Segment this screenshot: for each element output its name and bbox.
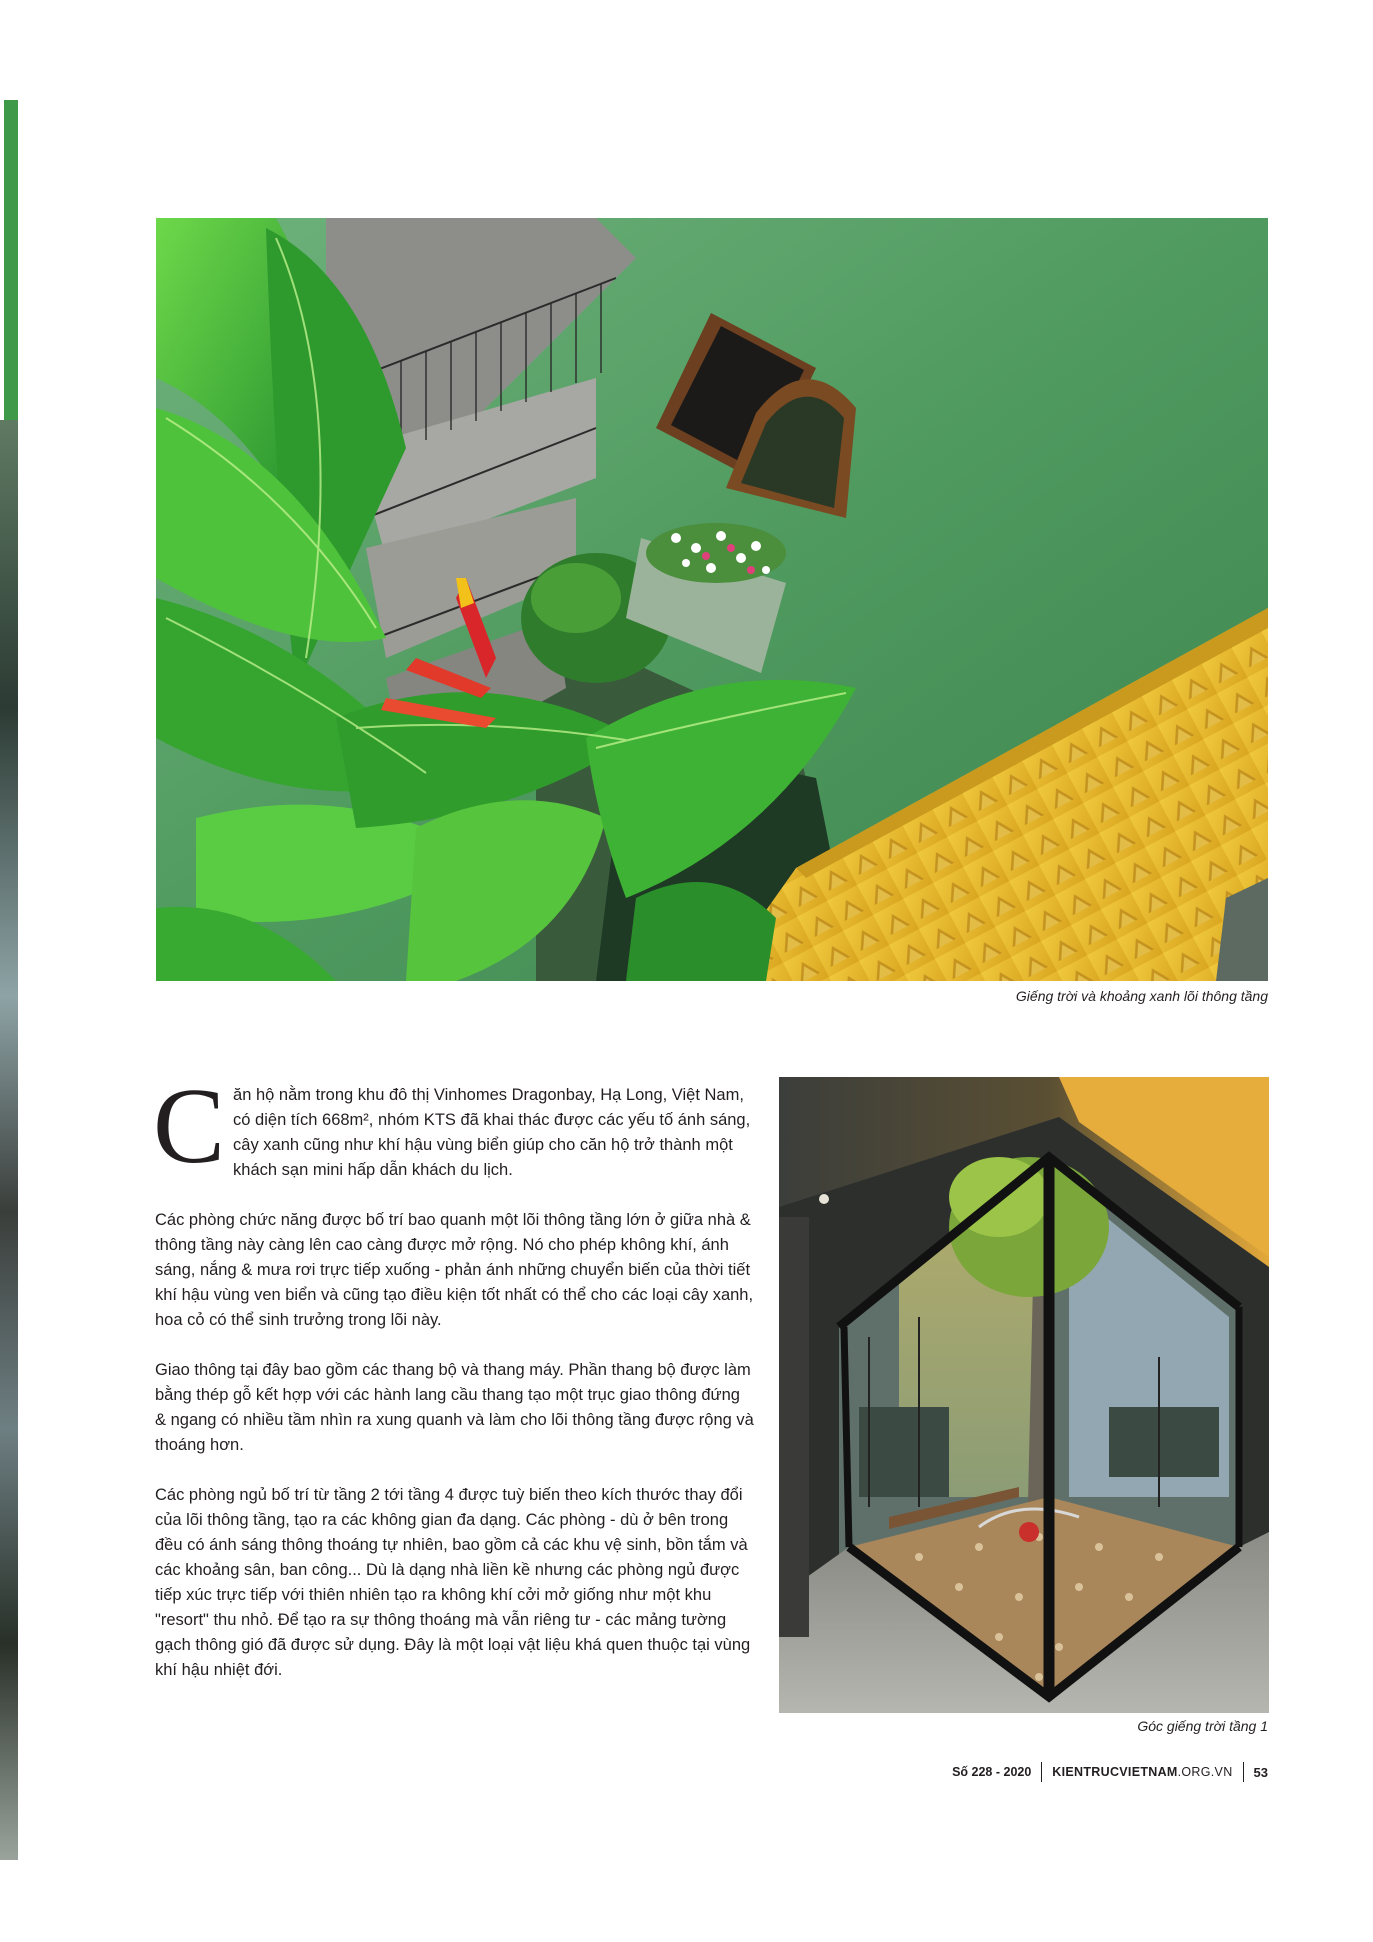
paragraph-circulation: Giao thông tại đây bao gồm các thang bộ và thang máy. Phần thang bộ được làm bằng thép gỗ kết hợp với các hành lang cầu thang tạo một trục giao thông đứng & ngang có nhiều tầm nhìn ra xung quanh và làm cho lõi thông tầng được rộng và thoáng hơn.	[155, 1361, 754, 1454]
issue-number: Số 228 - 2020	[952, 1765, 1032, 1779]
lead-text: ăn hộ nằm trong khu đô thị Vinhomes Dragonbay, Hạ Long, Việt Nam, có diện tích 668m², nhóm KTS đã khai thác được các yếu tố ánh sáng, cây xanh cũng như khí hậu vùng biển giúp cho căn hộ trở thành một khách sạn mini hấp dẫn khách du lịch.	[233, 1086, 751, 1179]
paragraph-bedrooms: Các phòng ngủ bố trí từ tầng 2 tới tầng 4 được tuỳ biến theo kích thước thay đổi của lõi thông tầng, tạo ra các không gian đa dạng. Các phòng - dù ở bên trong đều có ánh sáng thông thoáng tự nhiên, bao gồm cả các khu vệ sinh, bồn tắm và các khoảng sân, ban công... Dù là dạng nhà liền kề nhưng các phòng ngủ được tiếp xúc trực tiếp với thiên nhiên tạo ra không khí cởi mở giống như một khu "resort" thu nhỏ. Để tạo ra sự thông thoáng mà vẫn riêng tư - các mảng tường gạch thông gió đã được sử dụng. Đây là một loại vật liệu khá quen thuộc tại vùng khí hậu nhiệt đới.	[155, 1486, 751, 1679]
site-name: KIENTRUCVIETNAM	[1052, 1765, 1178, 1779]
lightwell-corner-photo	[779, 1077, 1269, 1713]
site-tld: .ORG.VN	[1177, 1765, 1233, 1779]
site-link[interactable]	[1042, 1765, 1242, 1779]
previous-page-edge	[0, 100, 18, 1860]
lightwell-photo	[156, 218, 1268, 981]
article-body	[153, 1067, 755, 1708]
main-photo-caption: Giếng trời và khoảng xanh lõi thông tầng	[1015, 988, 1268, 1004]
paragraph-layout: Các phòng chức năng được bố trí bao quanh một lõi thông tầng lớn ở giữa nhà & thông tầng này càng lên cao càng được mở rộng. Nó cho phép không khí, ánh sáng, nắng & mưa rơi trực tiếp xuống - phản ánh những chuyển biến của thời tiết khí hậu vùng ven biển và cũng tạo điều kiện tốt nhất có thể cho các loại cây xanh, hoa cỏ có thể sinh trưởng trong lõi này.	[155, 1211, 754, 1329]
corner-photo-caption: Góc giếng trời tầng 1	[1137, 1718, 1268, 1734]
page-number: 53	[1253, 1764, 1268, 1780]
lead-paragraph	[153, 1067, 755, 1186]
dropcap-letter: C	[153, 1067, 226, 1186]
page-footer	[952, 1762, 1268, 1782]
